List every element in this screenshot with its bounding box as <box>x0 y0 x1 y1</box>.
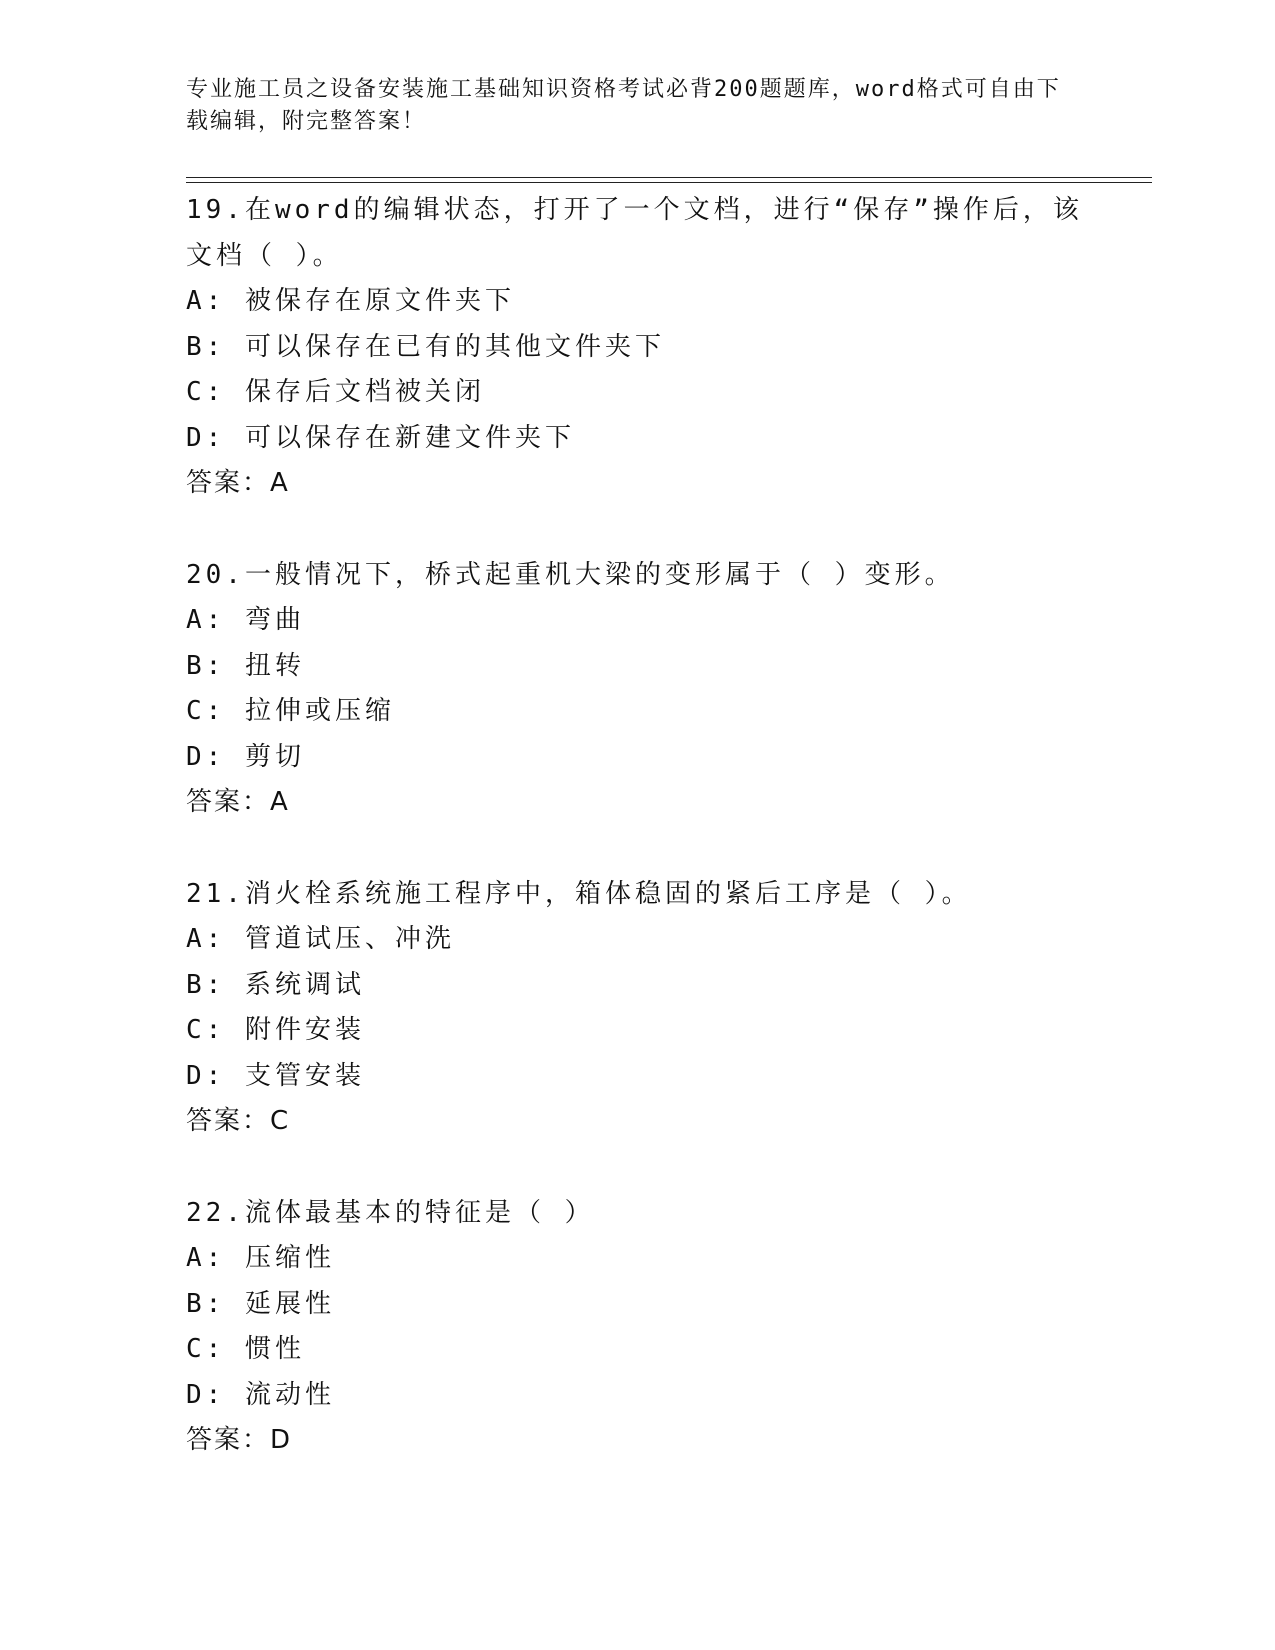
answer: 答案：A <box>186 787 290 817</box>
option-b: B: 可以保存在已有的其他文件夹下 <box>186 331 665 362</box>
question-21 <box>186 872 1116 1145</box>
option-b: B: 扭转 <box>186 650 305 681</box>
question-stem: 21.消火栓系统施工程序中，箱体稳固的紧后工序是（ ）。 <box>186 878 972 909</box>
option-b: B: 延展性 <box>186 1288 335 1319</box>
question-list <box>186 188 1116 1510</box>
answer: 答案：A <box>186 468 290 498</box>
option-a: A: 弯曲 <box>186 605 305 635</box>
header-divider-top <box>186 177 1152 178</box>
option-d: D: 流动性 <box>186 1379 335 1410</box>
question-stem: 20.一般情况下，桥式起重机大梁的变形属于（ ）变形。 <box>186 559 955 590</box>
option-d: D: 支管安装 <box>186 1060 365 1091</box>
option-d: D: 剪切 <box>186 741 305 772</box>
question-19 <box>186 188 1116 507</box>
option-a: A: 被保存在原文件夹下 <box>186 286 515 316</box>
question-stem: 19.在word的编辑状态，打开了一个文档，进行“保存”操作后，该 <box>186 195 1083 225</box>
answer: 答案：C <box>186 1106 291 1136</box>
header-divider-bottom <box>186 182 1152 183</box>
option-c: C: 惯性 <box>186 1334 305 1364</box>
answer: 答案：D <box>186 1425 293 1455</box>
option-c: C: 附件安装 <box>186 1015 365 1045</box>
option-c: C: 保存后文档被关闭 <box>186 377 485 407</box>
option-c: C: 拉伸或压缩 <box>186 696 395 726</box>
question-stem: 文档（ ）。 <box>186 240 343 271</box>
question-stem: 22.流体最基本的特征是（ ） <box>186 1197 595 1228</box>
question-22 <box>186 1191 1116 1464</box>
option-a: A: 压缩性 <box>186 1243 335 1273</box>
option-d: D: 可以保存在新建文件夹下 <box>186 422 575 453</box>
question-20 <box>186 553 1116 826</box>
document-header: 专业施工员之设备安装施工基础知识资格考试必背200题题库，word格式可自由下载编辑，附完整答案！ <box>186 77 1061 134</box>
option-b: B: 系统调试 <box>186 969 365 1000</box>
option-a: A: 管道试压、冲洗 <box>186 924 455 954</box>
